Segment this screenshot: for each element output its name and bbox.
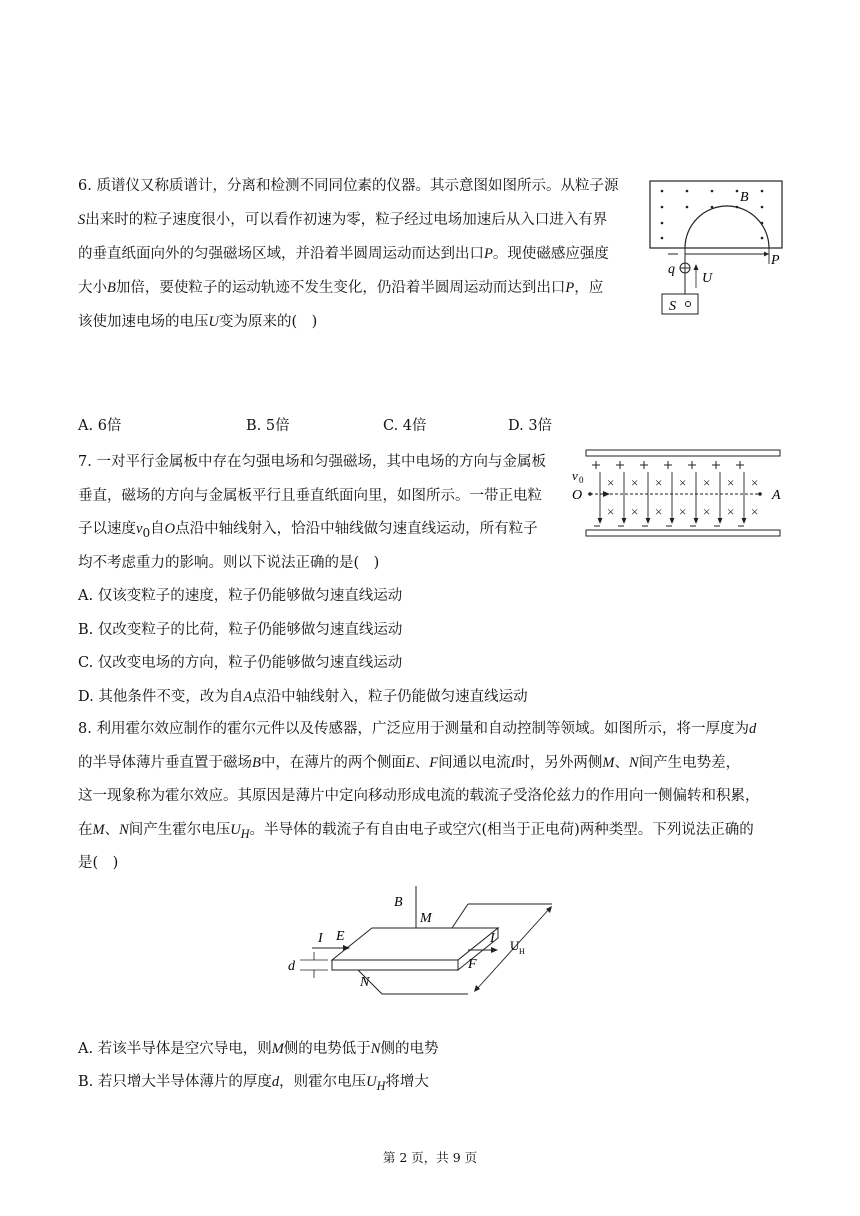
label-m: M bbox=[420, 911, 432, 926]
text-span: 7. 一对平行金属板中存在匀强电场和匀强磁场，其中电场的方向与金属板 bbox=[78, 454, 546, 470]
particle-source bbox=[662, 294, 698, 314]
q6-mass-spectrometer-figure bbox=[640, 176, 790, 321]
field-into-crosses bbox=[607, 475, 758, 519]
text-span: 、 bbox=[614, 754, 630, 771]
label-uh: U bbox=[510, 938, 520, 953]
q7-text-line bbox=[78, 452, 546, 472]
q6-text-line bbox=[78, 312, 317, 332]
math-symbol: O bbox=[164, 521, 176, 537]
svg-text:×: × bbox=[727, 475, 735, 490]
label-a: A bbox=[772, 488, 781, 503]
math-symbol: v bbox=[136, 521, 143, 537]
label-uh-sub: H bbox=[519, 947, 525, 956]
text-span: 。半导体的载流子有自由电子或空穴(相当于正电荷)两种类型。下列说法正确的 bbox=[249, 821, 754, 838]
svg-text:×: × bbox=[751, 475, 759, 490]
text-span: 子以速度 bbox=[78, 521, 136, 537]
text-span: A. 仅该变粒子的速度，粒子仍能够做匀速直线运动 bbox=[78, 588, 403, 604]
label-u: U bbox=[702, 271, 713, 286]
text-span: 。现使磁感应强度 bbox=[492, 246, 609, 262]
label-q: q bbox=[668, 262, 675, 277]
text-span: 变为原来的( ) bbox=[218, 314, 318, 330]
text-span: 将增大 bbox=[385, 1074, 429, 1090]
svg-text:×: × bbox=[751, 504, 759, 519]
text-span: A. 若该半导体是空穴导电，则 bbox=[78, 1041, 272, 1057]
text-span: 该使加速电场的电压 bbox=[78, 314, 209, 330]
text-span: 间产生霍尔电压 bbox=[128, 821, 231, 838]
math-symbol: U bbox=[230, 821, 241, 838]
math-symbol: B bbox=[107, 280, 116, 296]
text-span: 中，在薄片的两个侧面 bbox=[260, 754, 406, 771]
q7-text-line bbox=[78, 519, 538, 543]
q7-text-line bbox=[78, 486, 542, 506]
label-b: B bbox=[394, 895, 403, 910]
svg-text:×: × bbox=[655, 475, 663, 490]
math-symbol: B bbox=[252, 754, 261, 771]
label-v0-sub: 0 bbox=[579, 475, 584, 485]
math-symbol: M bbox=[602, 754, 615, 771]
q8-hall-effect-figure bbox=[270, 884, 580, 1004]
math-symbol: I bbox=[510, 754, 516, 771]
bottom-plate bbox=[586, 530, 780, 536]
q6-text-line bbox=[78, 210, 607, 230]
svg-text:×: × bbox=[631, 475, 639, 490]
text-span: 垂直，磁场的方向与金属板平行且垂直纸面向里，如图所示。一带正电粒 bbox=[78, 487, 542, 504]
q7-text-line bbox=[78, 586, 402, 606]
svg-text:×: × bbox=[607, 475, 615, 490]
q6-option-c: C. 4倍 bbox=[383, 418, 427, 434]
text-span: 大小 bbox=[78, 280, 107, 296]
math-symbol: H bbox=[376, 1078, 386, 1093]
top-plate bbox=[586, 450, 780, 456]
q8-text-line bbox=[78, 820, 754, 844]
text-span: 在 bbox=[78, 821, 93, 838]
q8-option-line bbox=[78, 1072, 429, 1096]
text-span: ，应 bbox=[574, 280, 604, 296]
text-span: 的半导体薄片垂直置于磁场 bbox=[78, 754, 252, 771]
math-symbol: N bbox=[119, 821, 129, 838]
q7-text-line bbox=[78, 553, 379, 573]
text-span: C. 仅改变电场的方向，粒子仍能够做匀速直线运动 bbox=[78, 655, 403, 671]
text-span: 6. 质谱仪又称质谱计，分离和检测不同同位素的仪器。其示意图如图所示。从粒子源 bbox=[78, 178, 619, 194]
math-symbol: N bbox=[370, 1041, 381, 1057]
label-i-right: I bbox=[490, 931, 495, 946]
text-span: 、 bbox=[104, 821, 120, 838]
label-s: S bbox=[669, 299, 676, 314]
math-symbol: M bbox=[92, 821, 105, 838]
text-span: 时，另外两侧 bbox=[515, 754, 603, 771]
label-e: E bbox=[336, 929, 345, 944]
text-span: B. 若只增大半导体薄片的厚度 bbox=[78, 1074, 272, 1090]
math-symbol: E bbox=[405, 754, 415, 771]
q8-text-line bbox=[78, 719, 756, 739]
text-span: 点沿中轴线射入，粒子仍能做匀速直线运动 bbox=[252, 688, 528, 705]
text-span: 间通以电流 bbox=[438, 754, 511, 771]
svg-text:×: × bbox=[655, 504, 663, 519]
plus-signs bbox=[592, 461, 744, 469]
math-symbol: F bbox=[429, 754, 439, 771]
text-span: 、 bbox=[414, 754, 430, 771]
semicircle-trajectory bbox=[685, 206, 769, 248]
plate-front bbox=[332, 960, 458, 970]
text-span: 0 bbox=[142, 525, 151, 540]
q7-velocity-selector-figure bbox=[568, 446, 798, 546]
svg-text:×: × bbox=[703, 504, 711, 519]
field-arrowheads bbox=[598, 518, 747, 524]
svg-text:×: × bbox=[607, 504, 615, 519]
text-span: 这一现象称为霍尔效应。其原因是薄片中定向移动形成电流的载流子受洛伦兹力的作用向一侧偏转和积累， bbox=[78, 788, 760, 804]
text-span: 侧的电势 bbox=[380, 1041, 439, 1057]
math-symbol: d bbox=[748, 721, 757, 737]
math-symbol: H bbox=[240, 826, 250, 841]
text-span: 8. 利用霍尔效应制作的霍尔元件以及传感器，广泛应用于测量和自动控制等领域。如图所示，将一厚度为 bbox=[78, 721, 749, 737]
text-span: 加倍，要使粒子的运动轨迹不发生变化，仍沿着半圆周运动而达到出口 bbox=[115, 280, 566, 296]
label-p: P bbox=[771, 253, 780, 268]
svg-text:×: × bbox=[727, 504, 735, 519]
text-span: ，则霍尔电压 bbox=[279, 1074, 367, 1090]
text-span: B. 仅改变粒子的比荷，粒子仍能够做匀速直线运动 bbox=[78, 621, 403, 638]
q6-text-line bbox=[78, 244, 609, 264]
math-symbol: U bbox=[366, 1074, 377, 1090]
label-v0: v bbox=[572, 468, 578, 483]
q6-text-line bbox=[78, 278, 603, 298]
q8-option-line bbox=[78, 1039, 438, 1059]
q6-option-a: A. 6倍 bbox=[78, 418, 122, 434]
text-span: 点沿中轴线射入，恰沿中轴线做匀速直线运动，所有粒子 bbox=[175, 521, 538, 537]
q7-text-line bbox=[78, 653, 402, 673]
math-symbol: A bbox=[243, 688, 253, 705]
field-arrows bbox=[600, 472, 744, 520]
text-span: 均不考虑重力的影响。则以下说法正确的是( ) bbox=[78, 554, 380, 571]
math-symbol: P bbox=[484, 246, 493, 262]
svg-text:×: × bbox=[679, 475, 687, 490]
math-symbol: P bbox=[565, 280, 575, 296]
label-d: d bbox=[288, 959, 295, 974]
q8-text-line bbox=[78, 853, 118, 873]
math-symbol: U bbox=[208, 314, 219, 330]
label-f: F bbox=[468, 957, 477, 972]
text-span: D. 其他条件不变，改为自 bbox=[78, 688, 244, 705]
math-symbol: d bbox=[271, 1074, 280, 1090]
label-o: O bbox=[572, 488, 583, 503]
q6-option-d: D. 3倍 bbox=[508, 418, 553, 434]
text-span: 的垂直纸面向外的匀强磁场区域，并沿着半圆周运动而达到出口 bbox=[78, 246, 484, 262]
q6-option-b: B. 5倍 bbox=[246, 418, 290, 434]
svg-text:×: × bbox=[703, 475, 711, 490]
page-footer: 第 2 页，共 9 页 bbox=[382, 1150, 478, 1165]
math-symbol: N bbox=[629, 754, 639, 771]
svg-text:×: × bbox=[631, 504, 639, 519]
q7-text-line bbox=[78, 687, 528, 707]
q6-text-line bbox=[78, 176, 618, 196]
text-span: 侧的电势低于 bbox=[283, 1041, 371, 1057]
q8-text-line bbox=[78, 753, 740, 773]
label-b: B bbox=[740, 190, 749, 205]
q8-text-line bbox=[78, 786, 760, 806]
q7-text-line bbox=[78, 620, 402, 640]
math-symbol: S bbox=[78, 212, 86, 228]
text-span: 自 bbox=[150, 521, 165, 537]
text-span: 出来时的粒子速度很小，可以看作初速为零，粒子经过电场加速后从入口进入有界 bbox=[85, 212, 608, 228]
math-symbol: M bbox=[271, 1041, 284, 1057]
label-n: N bbox=[360, 975, 370, 990]
text-span: 间产生电势差， bbox=[638, 754, 741, 771]
svg-text:×: × bbox=[679, 504, 687, 519]
text-span: 是( ) bbox=[78, 855, 119, 871]
label-i-left: I bbox=[318, 931, 323, 946]
